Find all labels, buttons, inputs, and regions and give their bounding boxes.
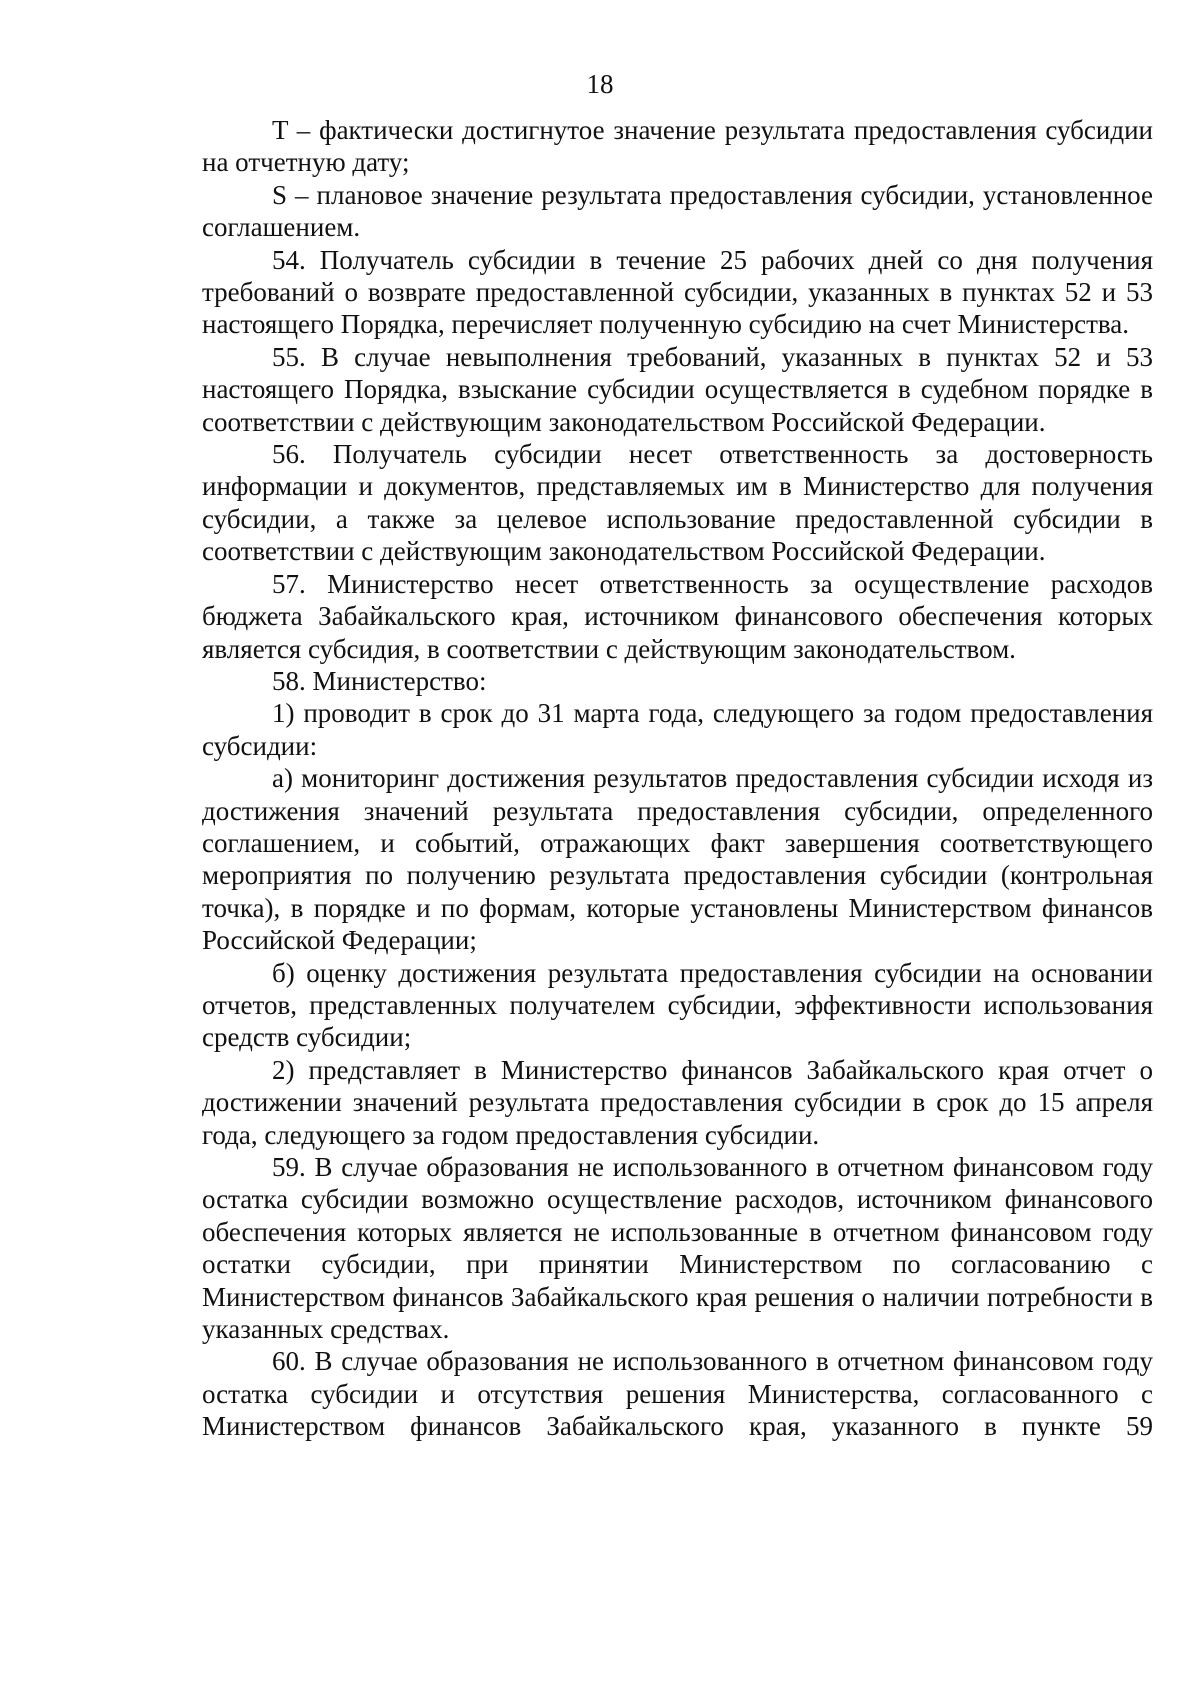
paragraph-57: 57. Министерство несет ответственность за осуществление расходов бюджета Забайкальского края, источником финансового обеспечения которых является субсидия, в соответствии с действующим законодательством. <box>202 568 1153 664</box>
paragraph-55: 55. В случае невыполнения требований, указанных в пунктах 52 и 53 настоящего Порядка, взыскание субсидии осуществляется в судебном порядке в соответствии с действующим законодательством Российской Федерации. <box>202 341 1153 437</box>
paragraph-58-item-1b: б) оценку достижения результата предоставления субсидии на основании отчетов, представленных получателем субсидии, эффективности использования средств субсидии; <box>202 957 1153 1053</box>
page-number: 18 <box>586 69 614 99</box>
paragraph-58-item-2: 2) представляет в Министерство финансов Забайкальского края отчет о достижении значений результата предоставления субсидии в срок до 15 апреля года, следующего за годом предоставления субсидии. <box>202 1054 1153 1150</box>
paragraph-60: 60. В случае образования не использованного в отчетном финансовом году остатка субсидии и отсутствия решения Министерства, согласованного с Министерством финансов Забайкальского края, указанного в пункте 59 <box>202 1346 1153 1442</box>
paragraph-58-item-1: 1) проводит в срок до 31 марта года, следующего за годом предоставления субсидии: <box>202 698 1153 761</box>
paragraph-t-definition: T – фактически достигнутое значение результата предоставления субсидии на отчетную дату; <box>202 115 1153 178</box>
paragraph-s-definition: S – плановое значение результата предоставления субсидии, установленное соглашением. <box>202 179 1153 243</box>
paragraph-54: 54. Получатель субсидии в течение 25 рабочих дней со дня получения требований о возврате предоставленной субсидии, указанных в пунктах 52 и 53 настоящего Порядка, перечисляет полученную субсидию на счет Министерства. <box>202 244 1153 340</box>
paragraph-58: 58. Министерство: <box>272 665 487 696</box>
paragraph-58-item-1a: а) мониторинг достижения результатов предоставления субсидии исходя из достижения значений результата предоставления субсидии, определенного соглашением, и событий, отражающих факт завершения соответствующего мероприятия по получению результата предоставления субсидии (контрольная точка), в порядке и по формам, которые установлены Министерством финансов Российской Федерации; <box>202 763 1153 956</box>
document-body <box>202 114 1153 1443</box>
paragraph-56: 56. Получатель субсидии несет ответственность за достоверность информации и документов, представляемых им в Министерство для получения субсидии, а также за целевое использование предоставленной субсидии в соответствии с действующим законодательством Российской Федерации. <box>202 439 1153 567</box>
paragraph-59: 59. В случае образования не использованного в отчетном финансовом году остатка субсидии возможно осуществление расходов, источником финансового обеспечения которых является не использованные в отчетном финансовом году остатки субсидии, при принятии Министерством по согласованию с Министерством финансов Забайкальского края решения о наличии потребности в указанных средствах. <box>202 1152 1153 1345</box>
